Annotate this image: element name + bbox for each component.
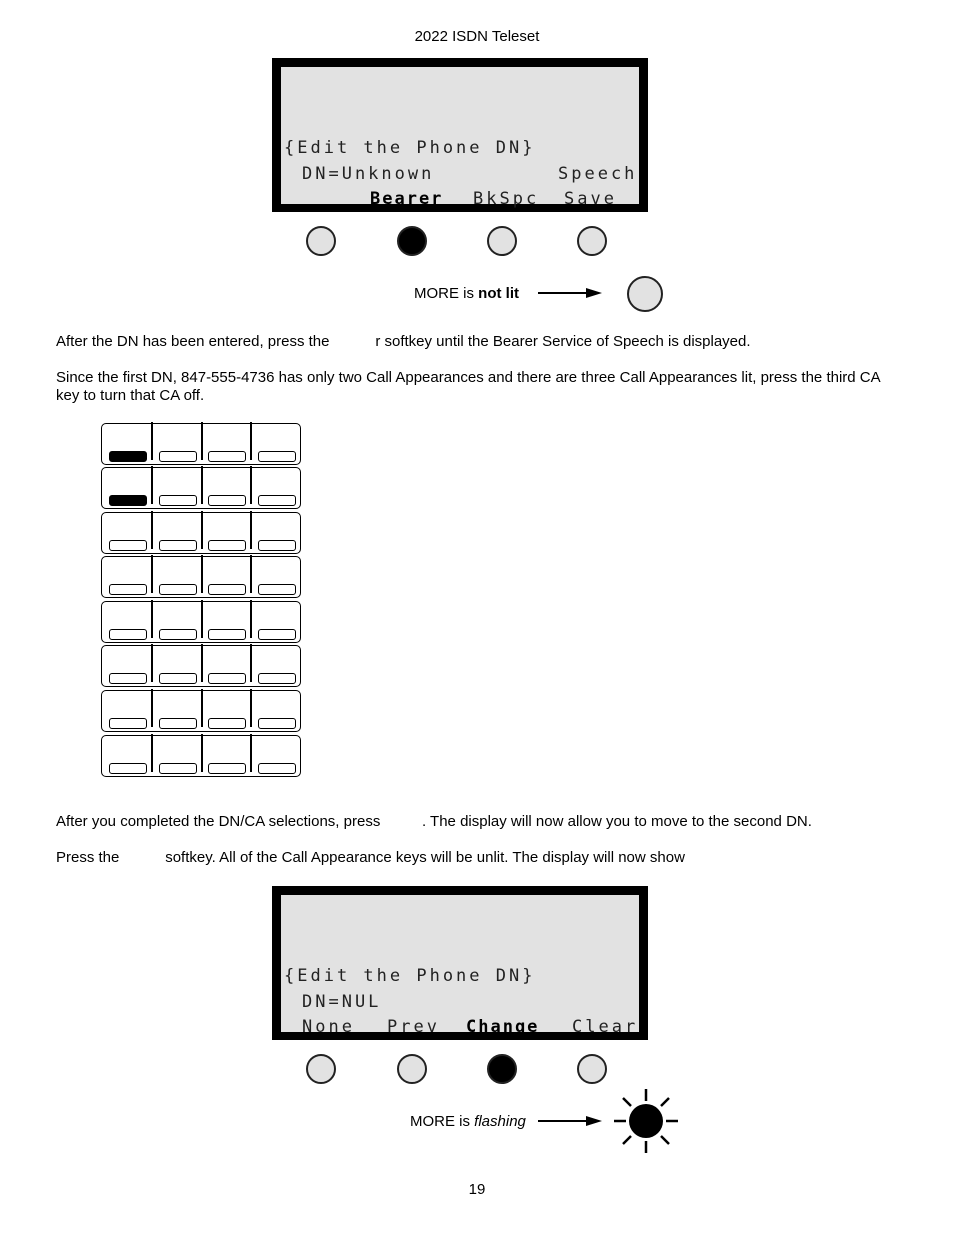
lcd-bearer-value: Speech — [558, 164, 638, 184]
ca-key[interactable] — [109, 718, 147, 729]
softkey-3[interactable] — [487, 226, 517, 256]
arrow-line — [538, 292, 588, 294]
ca-key[interactable] — [208, 629, 246, 640]
ca-key-lit[interactable] — [109, 451, 147, 462]
ca-key[interactable] — [258, 673, 296, 684]
ca-key[interactable] — [208, 451, 246, 462]
softkey-4[interactable] — [577, 1054, 607, 1084]
paragraph-press-softkey: Press the softkey. All of the Call Appearance keys will be unlit. The display will now show — [56, 849, 685, 866]
ca-key[interactable] — [109, 584, 147, 595]
arrow-head — [586, 288, 602, 298]
lcd-softkey-label-bkspc: BkSpc — [473, 189, 540, 209]
ca-key[interactable] — [208, 540, 246, 551]
ca-key[interactable] — [208, 673, 246, 684]
ca-key[interactable] — [159, 584, 197, 595]
ca-key[interactable] — [159, 540, 197, 551]
ca-key[interactable] — [208, 495, 246, 506]
lcd-display-1 — [272, 58, 648, 212]
ca-key[interactable] — [159, 629, 197, 640]
arrow-head — [586, 1116, 602, 1126]
ca-key[interactable] — [208, 584, 246, 595]
softkey-1[interactable] — [306, 226, 336, 256]
ca-row-4 — [101, 556, 301, 598]
more-state: flashing — [474, 1113, 526, 1130]
ca-key-lit[interactable] — [109, 495, 147, 506]
ca-key[interactable] — [208, 718, 246, 729]
softkey-3-pressed[interactable] — [487, 1054, 517, 1084]
more-prefix: MORE is — [410, 1113, 475, 1130]
more-key-unlit[interactable] — [627, 276, 663, 312]
ca-key[interactable] — [258, 540, 296, 551]
lcd-softkey-label-none: None — [302, 1017, 355, 1037]
arrow-line — [538, 1120, 588, 1122]
ca-row-5 — [101, 601, 301, 643]
page-number: 19 — [468, 1181, 486, 1198]
ca-row-6 — [101, 645, 301, 687]
softkey-2-pressed[interactable] — [397, 226, 427, 256]
lcd-softkey-label-change: Change — [466, 1017, 540, 1037]
lcd-softkey-label-save: Save — [564, 189, 617, 209]
softkey-2[interactable] — [397, 1054, 427, 1084]
ca-key[interactable] — [159, 763, 197, 774]
lcd-softkey-label-bearer: Bearer — [370, 189, 444, 209]
ca-key[interactable] — [159, 718, 197, 729]
ca-row-7 — [101, 690, 301, 732]
ca-row-1 — [101, 423, 301, 465]
paragraph-call-appearances: Since the first DN, 847-555-4736 has only two Call Appearances and there are three Call Appearances lit, press the third CA key to turn that CA off. — [56, 369, 880, 404]
lcd-dn-value: DN=Unknown — [302, 164, 435, 184]
more-state: not lit — [478, 285, 519, 302]
ca-row-3 — [101, 512, 301, 554]
lcd-dn-value: DN=NUL — [302, 992, 382, 1012]
ca-key[interactable] — [109, 763, 147, 774]
lcd-display-2 — [272, 886, 648, 1040]
lcd-screen — [281, 67, 639, 209]
softkey-1[interactable] — [306, 1054, 336, 1084]
lcd-line-1: {Edit the Phone DN} — [284, 138, 536, 158]
paragraph-dn-ca-selections: After you completed the DN/CA selections, press . The display will now allow you to move to the second DN. — [56, 813, 812, 830]
ca-key[interactable] — [258, 584, 296, 595]
more-prefix: MORE is — [414, 285, 479, 302]
softkey-4[interactable] — [577, 226, 607, 256]
more-status-label — [410, 1113, 526, 1130]
lcd-line-1: {Edit the Phone DN} — [284, 966, 536, 986]
paragraph-bearer: After the DN has been entered, press the r softkey until the Bearer Service of Speech is displayed. — [56, 333, 751, 350]
ca-key[interactable] — [109, 540, 147, 551]
ca-key[interactable] — [159, 451, 197, 462]
ca-key[interactable] — [258, 451, 296, 462]
more-key-flashing-icon[interactable] — [612, 1087, 680, 1155]
ca-key[interactable] — [258, 495, 296, 506]
page-header: 2022 ISDN Teleset — [414, 28, 540, 45]
ca-key[interactable] — [109, 629, 147, 640]
lcd-softkey-label-clear: Clear — [572, 1017, 639, 1037]
ca-row-2 — [101, 467, 301, 509]
ca-key[interactable] — [258, 718, 296, 729]
ca-key[interactable] — [258, 629, 296, 640]
lcd-softkey-label-prev: Prev — [387, 1017, 440, 1037]
ca-row-8 — [101, 735, 301, 777]
ca-key[interactable] — [208, 763, 246, 774]
ca-key[interactable] — [159, 673, 197, 684]
more-status-label — [414, 285, 519, 302]
ca-key[interactable] — [258, 763, 296, 774]
lcd-screen — [281, 895, 639, 1037]
ca-key[interactable] — [159, 495, 197, 506]
ca-key[interactable] — [109, 673, 147, 684]
